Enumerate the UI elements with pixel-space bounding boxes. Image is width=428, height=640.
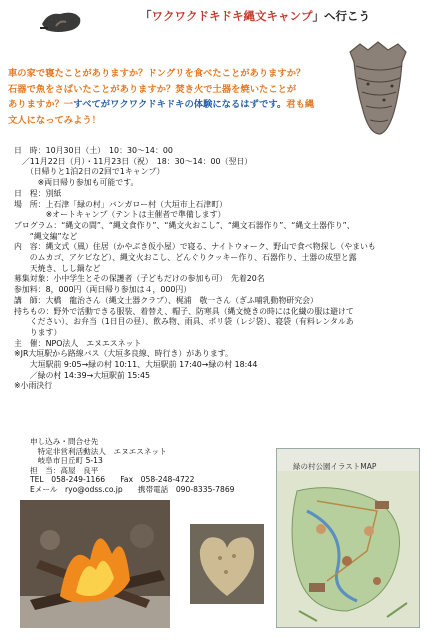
event-details — [14, 146, 424, 392]
jomon-pottery-image — [340, 40, 418, 138]
detail-line: 講 師：大橋 龍治さん（縄文土器クラブ）、梶浦 敬一さん（ぎふ哺乳動物研究会） — [14, 295, 318, 305]
contact-line: 担 当：高屋 良平 — [30, 465, 99, 475]
map-title: 緑の村公園イラストMAP — [293, 462, 377, 471]
detail-line: のムカゴ、アケビなど）、縄文火おこし、どんぐりクッキー作り、石器作り、土器の成型と露 — [14, 253, 357, 263]
contact-line: 申し込み・問合せ先 — [30, 437, 99, 446]
page-title: 「ワクワクドキドキ縄文キャンプ」へ行こう — [140, 9, 370, 23]
detail-line: ／11月22日（月）・11月23日（祝） 18：30～14：00（翌日） — [14, 156, 253, 166]
intro-segment: 車の家で寝たことがありますか？ドングリを食べたことがありますか？ — [8, 68, 306, 79]
contact-line: 岐阜市日丘町 5-13 — [30, 456, 103, 466]
detail-line: ※小雨決行 — [14, 381, 53, 391]
campfire-photo — [20, 500, 170, 628]
intro-segment: 文人になってみよう！ — [8, 114, 101, 126]
detail-line: 参加料：8，000円（両日帰り参加は４，000円） — [14, 285, 192, 295]
intro-segment: ありますか？一 — [8, 99, 74, 111]
contact-line: 特定非営利活動法人 エヌエスネット — [30, 446, 167, 456]
detail-line: 内 容：縄文式（風）住居（かやぶき仮小屋）で寝る、ナイトウォーク、野山で食べ物探し（やまいも — [14, 242, 376, 252]
detail-line: 主 催：NPO法人 エヌエスネット — [14, 338, 142, 348]
detail-line: “縄文編”など — [14, 231, 78, 241]
intro-line — [8, 113, 330, 129]
intro-segment: すべてがワクワクドキドキの体験になるはずです。 — [73, 99, 287, 111]
heart-cookie-photo — [190, 524, 264, 604]
intro-line — [8, 66, 330, 82]
detail-line: 日 程：別紙 — [14, 188, 62, 198]
map-illustration — [277, 471, 419, 627]
stone-tool-image — [38, 6, 84, 36]
detail-line: （日帰りと1泊2日の2回で1キャンプ） — [14, 167, 165, 177]
detail-line: ります） — [14, 327, 62, 337]
detail-line: 日 時：10月30日（土） 10：30～14：00 — [14, 146, 173, 155]
detail-line: プログラム：“縄文の間”、“縄文食作り”、“縄文火おこし”、“縄文石器作り”、“縄文土器作り”、 — [14, 220, 355, 230]
detail-line: ／緑の村 14:39→大垣駅前 15:45 — [14, 370, 151, 380]
intro-segment: 石器で魚をさばいたことがありますか？焚き火で土器を焼いたことが — [8, 83, 297, 95]
intro-line — [8, 97, 330, 113]
detail-line: 募集対象：小中学生とその保護者（子どもだけの参加も可） 先着20名 — [14, 274, 265, 284]
intro-line — [8, 82, 330, 98]
detail-line: 大垣駅前 9:05→緑の村 10:11、大垣駅前 17:40→緑の村 18:44 — [14, 360, 258, 370]
intro-text — [8, 66, 330, 128]
detail-line: 持ちもの：野外で活動できる服装、着替え、帽子、防寒具（縄文焼きの時には化繊の服は避けて — [14, 306, 354, 316]
detail-line: ※両日帰り参加も可能です。 — [14, 178, 139, 188]
detail-line: ください）、お弁当（1日目の昼）、飲み物、雨具、ポリ袋（レジ袋）、寝袋（有料レンタルあ — [14, 317, 354, 327]
detail-line: 天焼き、しし鍋など — [14, 263, 101, 273]
park-map — [276, 448, 420, 628]
detail-line: ※オートキャンプ（テントは主催者で準備します） — [14, 210, 226, 220]
contact-info — [30, 437, 234, 495]
contact-line: Eメール ryo@odss.co.jp 携帯電話 090-8335-7869 — [30, 484, 235, 494]
intro-segment: 君も縄 — [286, 99, 315, 111]
contact-line: TEL 058-249-1166 Fax 058-248-4722 — [30, 475, 195, 485]
detail-line: ※JR大垣駅から路線バス（大垣多良線、時行き）があります。 — [14, 349, 233, 359]
detail-line: 場 所：上石津「緑の村」バンガロー村（大垣市上石津町） — [14, 199, 228, 209]
